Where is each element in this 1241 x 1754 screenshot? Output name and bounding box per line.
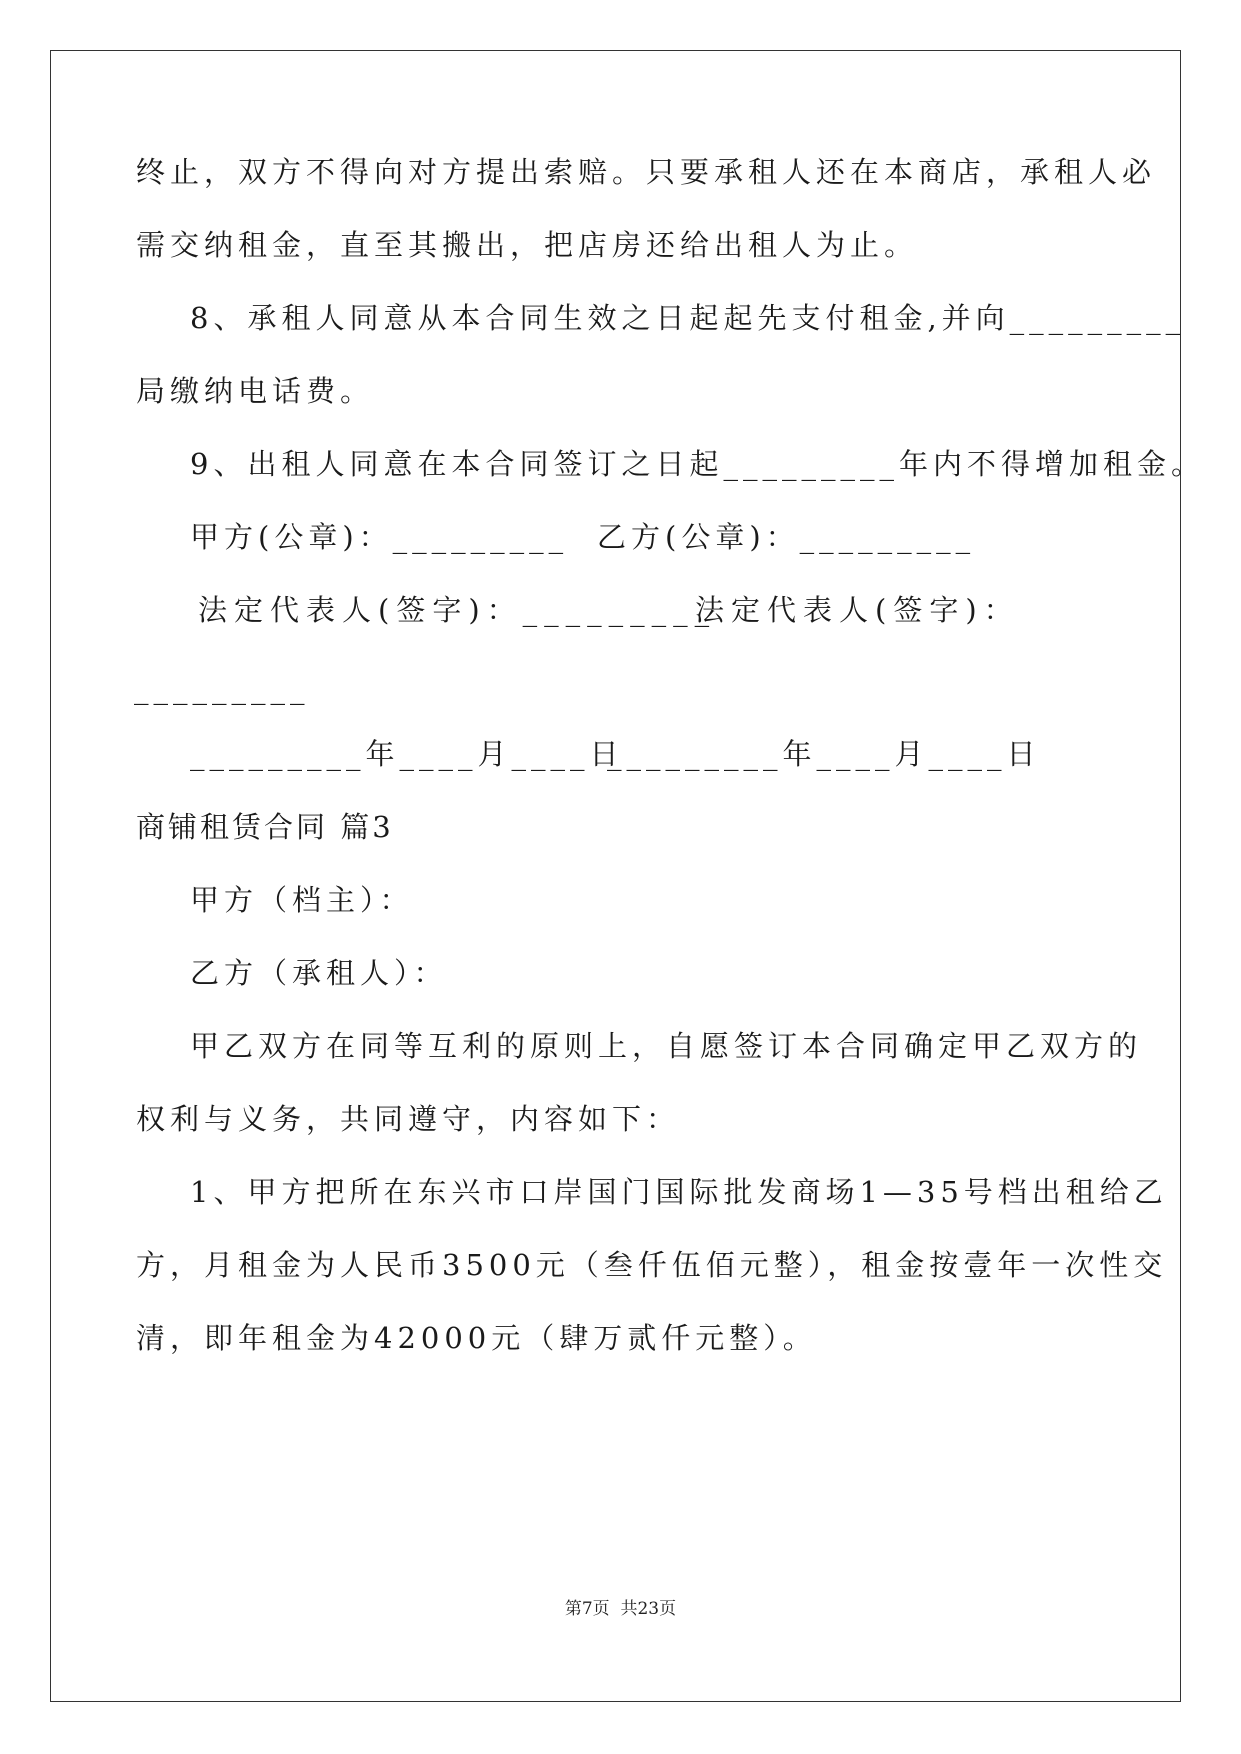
party-b-rep-line: 法定代表人(签字)： (695, 593, 1020, 627)
party-b-date-line: _________年____月____日 (607, 737, 1041, 771)
party-b-label: 乙方（承租人）： (190, 956, 448, 990)
text-line-1: 终止，双方不得向对方提出索赔。只要承租人还在本商店，承租人必 (136, 155, 1157, 189)
text-line-5: 9、出租人同意在本合同签订之日起_________年内不得增加租金。 (190, 447, 1205, 481)
party-a-label: 甲方（档主）： (190, 883, 414, 917)
section-heading: 商铺租赁合同 篇3 (136, 810, 394, 844)
text-line-4: 局缴纳电话费。 (136, 374, 375, 408)
text-line-18: 1、甲方把所在东兴市口岸国门国际批发商场1—35号档出租给乙 (190, 1175, 1168, 1209)
party-a-date-line: _________年____月____日 (190, 737, 624, 771)
party-a-rep-line: 法定代表人(签字)：_________ (198, 593, 717, 627)
text-line-2: 需交纳租金，直至其搬出，把店房还给出租人为止。 (136, 228, 919, 262)
text-line-16: 甲乙双方在同等互利的原则上，自愿签订本合同确定甲乙双方的 (190, 1029, 1143, 1063)
text-line-3: 8、承租人同意从本合同生效之日起起先支付租金,并向_________ (190, 301, 1186, 335)
party-a-seal-line: 甲方(公章)：_________ (190, 520, 569, 554)
text-line-20: 清，即年租金为42000元（肆万贰仟元整）。 (136, 1321, 817, 1355)
party-b-rep-blank: _________ (134, 671, 310, 705)
party-b-seal-line: 乙方(公章)：_________ (597, 520, 976, 554)
page-number: 第7页 共23页 (564, 1599, 677, 1619)
text-line-19: 方，月租金为人民币3500元（叁仟伍佰元整），租金按壹年一次性交 (136, 1248, 1168, 1282)
text-line-17: 权利与义务，共同遵守，内容如下： (136, 1102, 681, 1136)
